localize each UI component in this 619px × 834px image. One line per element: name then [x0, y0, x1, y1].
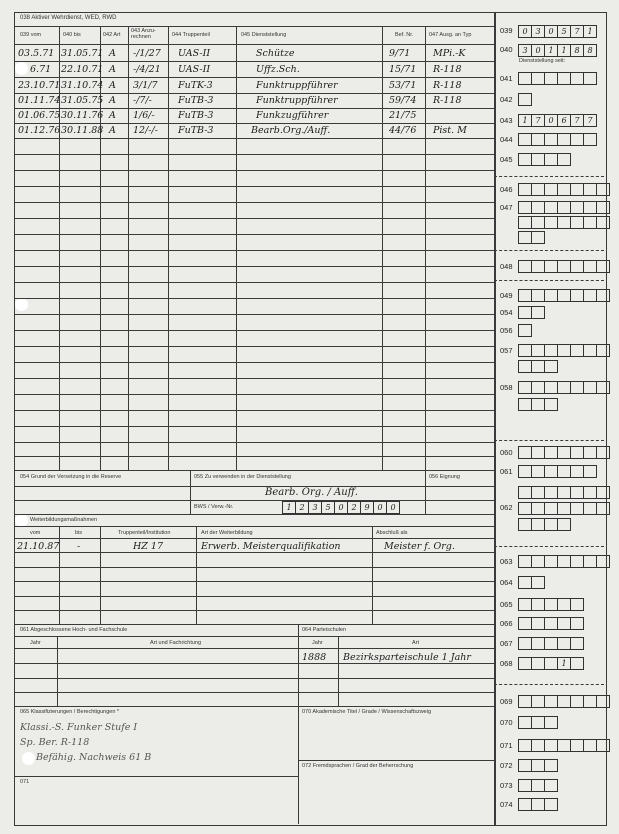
- label-070: 070 Akademische Titel / Grade / Wissenschaftszweig: [302, 709, 432, 715]
- digit-box: 7: [570, 114, 584, 127]
- value-055: Bearb. Org. / Auff.: [265, 487, 358, 498]
- hs-header-jahr: Jahr: [30, 640, 41, 646]
- code-046: 046: [500, 185, 513, 194]
- code-040-boxes: [519, 44, 597, 57]
- code-061: 061: [500, 467, 513, 476]
- ps-header-art: Art: [412, 640, 420, 646]
- label-064: 064 Parteischulen: [302, 627, 347, 633]
- cell-dienst: Bearb.Org./Auff.: [251, 125, 331, 136]
- code-069-boxes: [519, 695, 610, 708]
- code-049-boxes: [519, 289, 610, 302]
- ps-cell-art: Bezirksparteischule 1 Jahr: [343, 652, 471, 663]
- cell-anz: 12/-/-: [133, 125, 158, 136]
- cell-dienst: Schütze: [256, 48, 295, 59]
- code-058-boxes-1: [519, 381, 610, 394]
- code-049: 049: [500, 291, 513, 300]
- code-048: 048: [500, 262, 513, 271]
- code-056: 056: [500, 326, 513, 335]
- code-056-boxes: [519, 324, 532, 337]
- code-062: 062: [500, 503, 513, 512]
- code-045-boxes: [519, 153, 571, 166]
- wb-header-abschluss: Abschluß als: [376, 530, 408, 536]
- code-057-boxes-2: [519, 360, 558, 373]
- digit-box: 1: [544, 44, 558, 57]
- cell-bef: 9/71: [389, 48, 411, 59]
- code-057-boxes-1: [519, 344, 610, 357]
- code-062-boxes-1: [519, 486, 610, 499]
- code-071-boxes: [519, 739, 610, 752]
- qual-line-1: Klassi.-S. Funker Stufe I: [20, 722, 138, 733]
- digit-box: 8: [570, 44, 584, 57]
- code-067: 067: [500, 639, 513, 648]
- cell-truppe: FuTB-3: [178, 125, 214, 136]
- cell-bef: 59/74: [389, 95, 417, 106]
- dienststellung-seit-label: Dienststellung seit:: [519, 58, 566, 64]
- code-068: 068: [500, 659, 513, 668]
- bws-digit: 1: [282, 501, 296, 514]
- cell-anz: -/4/21: [133, 64, 161, 75]
- code-074: 074: [500, 800, 513, 809]
- cell-art: A: [109, 80, 116, 91]
- cell-bef: 15/71: [389, 64, 417, 75]
- cell-vom: 01.11.74: [18, 95, 61, 106]
- cell-bef: 53/71: [389, 80, 417, 91]
- digit-box: 0: [544, 25, 558, 38]
- bws-label: BWS / Verw.-Nr.: [194, 504, 234, 510]
- bws-digit: 3: [308, 501, 322, 514]
- code-070-boxes: [519, 716, 558, 729]
- cell-vom: 01.12.76: [18, 125, 61, 136]
- bws-digit: 0: [373, 501, 387, 514]
- digit-box: 0: [518, 25, 532, 38]
- code-057: 057: [500, 346, 513, 355]
- qual-line-2: Sp. Ber. R-118: [20, 737, 90, 748]
- code-067-boxes: [519, 637, 584, 650]
- code-058-boxes-2: [519, 398, 558, 411]
- wb-header-art: Art der Weiterbildung: [201, 530, 253, 536]
- weiterbildung-title: Weiterbildungsmaßnahmen: [30, 517, 98, 523]
- col-header-art: 042 Art: [103, 32, 121, 38]
- code-064: 064: [500, 578, 513, 587]
- digit-box: 1: [583, 25, 597, 38]
- code-070: 070: [500, 718, 513, 727]
- code-046-boxes: [519, 183, 610, 196]
- col-header-anzurechnen: 043 Anzu-rechnen: [131, 28, 156, 40]
- code-047-boxes-2: [519, 216, 610, 229]
- digit-box: 5: [557, 25, 571, 38]
- digit-box: 7: [583, 114, 597, 127]
- cell-anz: -/7/-: [133, 95, 152, 106]
- cell-bis: 22.10.71: [61, 64, 104, 75]
- code-042: 042: [500, 95, 513, 104]
- label-071: 071: [20, 779, 30, 785]
- cell-bis: 31.10.74: [61, 80, 104, 91]
- label-056: 056 Eignung: [429, 474, 460, 480]
- cell-dienst: Funktruppführer: [256, 95, 338, 106]
- label-061: 061 Abgeschlossene Hoch- und Fachschule: [20, 627, 128, 633]
- cell-anz: 3/1/7: [133, 80, 158, 91]
- code-061-boxes: [519, 465, 597, 478]
- cell-truppe: FuTB-3: [178, 95, 214, 106]
- col-header-typ: 047 Ausg. an Typ: [429, 32, 472, 38]
- cell-vom: 03.5.71: [18, 48, 55, 59]
- digit-box: 8: [583, 44, 597, 57]
- col-header-befnr: Bef. Nr.: [395, 32, 414, 38]
- hs-header-art: Art und Fachrichtung: [150, 640, 202, 646]
- col-header-dienststellung: 045 Dienststellung: [241, 32, 287, 38]
- digit-box: 6: [557, 114, 571, 127]
- code-058: 058: [500, 383, 513, 392]
- cell-art: A: [109, 110, 116, 121]
- cell-typ: Pist. M: [433, 125, 467, 136]
- code-071: 071: [500, 741, 513, 750]
- col-header-bis: 040 bis: [63, 32, 81, 38]
- cell-anz: -/1/27: [133, 48, 161, 59]
- digit-box: 7: [570, 25, 584, 38]
- code-073: 073: [500, 781, 513, 790]
- code-041-boxes: [519, 72, 597, 85]
- label-054: 054 Grund der Versetzung in die Reserve: [20, 474, 122, 480]
- digit-box: 7: [531, 114, 545, 127]
- code-041: 041: [500, 74, 513, 83]
- cell-truppe: UAS-II: [178, 64, 211, 75]
- code-060: 060: [500, 448, 513, 457]
- bws-digit: 0: [386, 501, 400, 514]
- code-063: 063: [500, 557, 513, 566]
- code-047: 047: [500, 203, 513, 212]
- code-054: 054: [500, 308, 513, 317]
- code-043: 043: [500, 116, 513, 125]
- ps-header-jahr: Jahr: [312, 640, 323, 646]
- digit-box: 3: [518, 44, 532, 57]
- bws-digit: 9: [360, 501, 374, 514]
- cell-anz: 1/6/-: [133, 110, 155, 121]
- digit-box: 1: [518, 114, 532, 127]
- wb-header-vom: vom: [30, 530, 41, 536]
- wb-header-bis: bis: [75, 530, 83, 536]
- bws-digit: 2: [295, 501, 309, 514]
- cell-vom: 6.71: [30, 64, 52, 75]
- cell-bis: 30.11.76: [61, 110, 104, 121]
- cell-bef: 44/76: [389, 125, 417, 136]
- cell-dienst: Uffz.Sch.: [256, 64, 300, 75]
- code-054-boxes: [519, 306, 545, 319]
- cell-typ: R-118: [433, 80, 462, 91]
- digit-box: 0: [544, 114, 558, 127]
- code-065: 065: [500, 600, 513, 609]
- cell-art: A: [109, 95, 116, 106]
- code-062-boxes-3: [519, 518, 571, 531]
- code-063-boxes: [519, 555, 610, 568]
- code-066-boxes: [519, 617, 584, 630]
- cell-art: A: [109, 64, 116, 75]
- wb-cell-art: Erwerb. Meisterqualifikation: [201, 541, 341, 552]
- ps-cell-jahr: 1888: [302, 652, 327, 663]
- code-072-boxes: [519, 759, 558, 772]
- code-042-boxes: [519, 93, 532, 106]
- digit-box: 1: [557, 44, 571, 57]
- code-047-boxes-1: [519, 201, 610, 214]
- bws-number-boxes: [283, 501, 400, 514]
- code-044-boxes: [519, 133, 597, 146]
- code-068-boxes: [519, 657, 584, 670]
- cell-bis: 31.05.75: [61, 95, 104, 106]
- code-069: 069: [500, 697, 513, 706]
- cell-typ: R-118: [433, 95, 462, 106]
- cell-vom: 01.06.75: [18, 110, 61, 121]
- wb-header-truppe: Truppenteil/Institution: [118, 530, 171, 536]
- code-048-boxes: [519, 260, 610, 273]
- label-072: 072 Fremdsprachen / Grad der Beherrschung: [302, 763, 414, 769]
- cell-bis: 30.11.88: [61, 125, 104, 136]
- code-073-boxes: [519, 779, 558, 792]
- bws-digit: 0: [334, 501, 348, 514]
- bws-digit: 2: [347, 501, 361, 514]
- cell-typ: MPi.-K: [433, 48, 466, 59]
- code-060-boxes: [519, 446, 610, 459]
- cell-dienst: Funkzugführer: [256, 110, 329, 121]
- code-062-boxes-2: [519, 502, 610, 515]
- code-045: 045: [500, 155, 513, 164]
- digit-box: 1: [557, 657, 571, 670]
- wb-cell-truppe: HZ 17: [133, 541, 163, 552]
- bws-digit: 5: [321, 501, 335, 514]
- code-039: 039: [500, 26, 513, 35]
- cell-typ: R-118: [433, 64, 462, 75]
- code-066: 066: [500, 619, 513, 628]
- cell-art: A: [109, 48, 116, 59]
- code-040: 040: [500, 45, 513, 54]
- digit-box: 0: [531, 44, 545, 57]
- cell-truppe: FuTB-3: [178, 110, 214, 121]
- code-044: 044: [500, 135, 513, 144]
- qual-line-3: Befähig. Nachweis 61 B: [36, 752, 152, 763]
- digit-box: 3: [531, 25, 545, 38]
- wb-cell-bis: -: [77, 541, 81, 552]
- cell-truppe: FuTK-3: [178, 80, 213, 91]
- section-title: 038 Aktiver Wehrdienst, WED, RWD: [20, 15, 117, 21]
- cell-bef: 21/75: [389, 110, 417, 121]
- wb-cell-abschluss: Meister f. Org.: [384, 541, 455, 552]
- code-065-boxes: [519, 598, 584, 611]
- label-055: 055 Zu verwenden in der Dienststellung: [194, 474, 291, 480]
- cell-dienst: Funktruppführer: [256, 80, 338, 91]
- code-064-boxes: [519, 576, 545, 589]
- code-039-boxes: [519, 25, 597, 38]
- cell-vom: 23.10.71: [18, 80, 61, 91]
- cell-bis: 31.05.71: [61, 48, 104, 59]
- code-047-boxes-3: [519, 231, 545, 244]
- code-074-boxes: [519, 798, 558, 811]
- code-043-boxes: [519, 114, 597, 127]
- cell-art: A: [109, 125, 116, 136]
- code-072: 072: [500, 761, 513, 770]
- col-header-truppenteil: 044 Truppenteil: [172, 32, 210, 38]
- wb-cell-vom: 21.10.87: [17, 541, 60, 552]
- cell-truppe: UAS-II: [178, 48, 211, 59]
- col-header-vom: 039 vom: [20, 32, 42, 38]
- label-065: 065 Klassifizierungen / Berechtigungen *: [20, 709, 120, 715]
